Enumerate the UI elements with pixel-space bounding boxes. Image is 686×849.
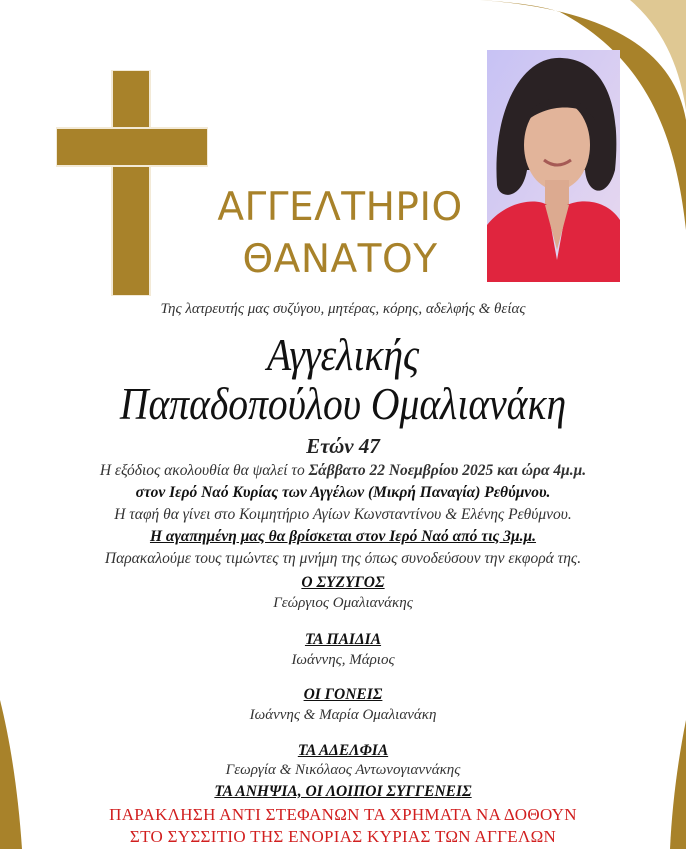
relative-names-parents: Ιωάννης & Μαρία Ομαλιανάκη xyxy=(249,707,437,723)
deceased-surname: Παπαδοπούλου Ομαλιανάκη xyxy=(119,379,567,429)
burial-line: Η ταφή θα γίνει στο Κοιμητήριο Αγίων Κωνσταντίνου & Ελένης Ρεθύμνου. xyxy=(114,506,572,523)
portrait-photo xyxy=(487,50,620,282)
viewing-line: Η αγαπημένη μας θα βρίσκεται στον Ιερό Ναό από τις 3μ.μ. xyxy=(149,528,537,545)
relative-heading-children: ΤΑ ΠΑΙΔΙΑ xyxy=(304,631,382,648)
intro-text: Της λατρευτής μας συζύγου, μητέρας, κόρης, αδελφής & θείας xyxy=(160,301,526,317)
relative-heading-siblings: ΤΑ ΑΔΕΛΦΙΑ xyxy=(297,742,389,759)
relative-heading-parents: ΟΙ ΓΟΝΕΙΣ xyxy=(303,686,383,703)
funeral-service-text: Η εξόδιος ακολουθία θα ψαλεί το xyxy=(99,462,309,479)
donation-request-line-2: ΣΤΟ ΣΥΣΣΙΤΙΟ ΤΗΣ ΕΝΟΡΙΑΣ ΚΥΡΙΑΣ ΤΩΝ ΑΓΓΕΛΩΝ xyxy=(129,827,557,846)
title-line-2: ΘΑΝΑΤΟΥ xyxy=(242,237,438,282)
funeral-service-line xyxy=(0,462,686,480)
deceased-first-name: Αγγελικής xyxy=(266,330,420,380)
relative-heading-others: ΤΑ ΑΝΗΨΙΑ, ΟΙ ΛΟΙΠΟΙ ΣΥΓΓΕΝΕΙΣ xyxy=(214,783,472,800)
relative-names-siblings: Γεωργία & Νικόλαος Αντωνογιαννάκης xyxy=(225,762,461,778)
church-line: στον Ιερό Ναό Κυρίας των Αγγέλων (Μικρή Παναγία) Ρεθύμνου. xyxy=(135,484,551,501)
funeral-date-time: Σάββατο 22 Νοεμβρίου 2025 και ώρα 4μ.μ. xyxy=(308,462,587,479)
donation-request-line-1: ΠΑΡΑΚΛΗΣΗ ΑΝΤΙ ΣΤΕΦΑΝΩΝ ΤΑ ΧΡΗΜΑΤΑ ΝΑ ΔΟΘΟΥΝ xyxy=(109,805,577,824)
relative-names-children: Ιωάννης, Μάριος xyxy=(291,652,395,668)
request-attendance-line: Παρακαλούμε τους τιμώντες τη μνήμη της όπως συνοδεύσουν την εκφορά της. xyxy=(104,550,582,567)
relative-heading-spouse: Ο ΣΥΖΥΓΟΣ xyxy=(301,574,385,591)
relative-names-spouse: Γεώργιος Ομαλιανάκης xyxy=(273,595,413,611)
age: Ετών 47 xyxy=(306,434,380,458)
title-line-1: ΑΓΓΕΛΤΗΡΙΟ xyxy=(217,185,463,230)
cross-icon xyxy=(56,70,208,296)
